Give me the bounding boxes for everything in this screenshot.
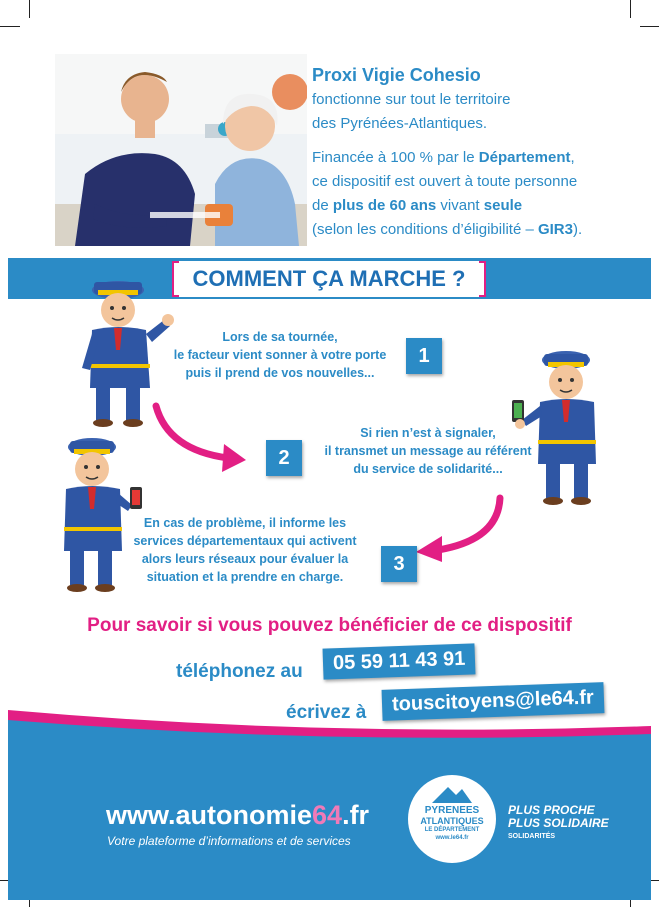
step-line: du service de solidarité... — [353, 462, 503, 476]
intro-text-fragment: ce dispositif est ouvert à toute personne — [312, 173, 578, 190]
intro-bold-fragment: Département — [478, 149, 571, 166]
intro-bold-fragment: plus de 60 ans — [332, 197, 437, 214]
step-line: alors leurs réseaux pour évaluer la — [141, 552, 349, 566]
crop-mark — [29, 0, 30, 18]
postman-phone-icon — [508, 346, 608, 508]
intro-text-fragment: vivant — [436, 197, 484, 214]
step-line: Si rien n’est à signaler, — [360, 426, 496, 440]
intro-text-fragment: (selon les conditions d’éligibilité – — [312, 221, 538, 238]
email-address[interactable]: touscitoyens@le64.fr — [382, 682, 605, 721]
intro-photo — [55, 54, 307, 246]
crop-mark — [0, 26, 20, 27]
crop-mark — [640, 26, 659, 27]
website-tagline: Votre plateforme d’informations et de services — [107, 834, 351, 848]
motto-category: SOLIDARITÉS — [508, 833, 556, 840]
intro-line: des Pyrénées-Atlantiques. — [312, 115, 488, 132]
postman-senior-photo — [55, 54, 307, 246]
motto-line: PLUS PROCHE — [508, 803, 595, 817]
section-title: COMMENT ÇA MARCHE ? — [192, 266, 466, 291]
intro-text — [312, 62, 642, 252]
logo-text-departement: LE DÉPARTEMENT — [424, 827, 480, 833]
website-url-part: .fr — [342, 800, 370, 830]
brand-title: Proxi Vigie Cohesio — [312, 65, 481, 85]
intro-text-fragment: , — [570, 149, 575, 166]
step-line: situation et la prendre en charge. — [146, 570, 344, 584]
website-url[interactable] — [106, 800, 369, 831]
intro-text-fragment: ). — [572, 221, 583, 238]
intro-text-fragment: Financée à 100 % par le — [312, 149, 479, 166]
step-1-text — [155, 328, 405, 382]
bracket-right — [479, 261, 486, 297]
step-line: le facteur vient sonner à votre porte — [173, 348, 387, 362]
intro-line: fonctionne sur tout le territoire — [312, 91, 511, 108]
email-label: écrivez à — [286, 702, 367, 723]
website-url-part: www.autonomie — [106, 800, 313, 830]
arrow-step-2-to-3-icon — [408, 494, 508, 564]
phone-label: téléphonez au — [176, 661, 303, 682]
intro-bold-fragment: seule — [483, 197, 523, 214]
motto — [508, 804, 609, 843]
crop-mark — [630, 0, 631, 18]
department-logo — [408, 775, 496, 863]
intro-paragraph-2 — [312, 146, 642, 242]
intro-text-fragment: de — [312, 197, 333, 214]
logo-text-website: www.le64.fr — [435, 835, 469, 841]
intro-bold-fragment: GIR3 — [537, 221, 573, 238]
step-line: Lors de sa tournée, — [222, 330, 338, 344]
website-url-accent: 64 — [312, 800, 343, 830]
step-line: En cas de problème, il informe les — [143, 516, 347, 530]
step-3-number: 3 — [381, 546, 417, 582]
motto-line: PLUS SOLIDAIRE — [508, 816, 609, 830]
step-2-number: 2 — [266, 440, 302, 476]
logo-text-pyrenees: PYRENEES — [424, 805, 480, 816]
logo-text-atlantiques: ATLANTIQUES — [420, 816, 484, 826]
mountain-logo-icon — [432, 783, 472, 805]
intro-paragraph-1 — [312, 88, 642, 136]
arrow-step-1-to-2-icon — [150, 400, 260, 480]
phone-number[interactable]: 05 59 11 43 91 — [323, 643, 476, 679]
step-1-number: 1 — [406, 338, 442, 374]
cta-headline: Pour savoir si vous pouvez bénéficier de ce dispositif — [87, 615, 572, 636]
step-line: puis il prend de vos nouvelles... — [185, 366, 375, 380]
step-line: services départementaux qui activent — [133, 534, 357, 548]
step-3-text — [120, 514, 370, 586]
section-title-box — [172, 261, 486, 297]
step-line: il transmet un message au référent — [324, 444, 532, 458]
